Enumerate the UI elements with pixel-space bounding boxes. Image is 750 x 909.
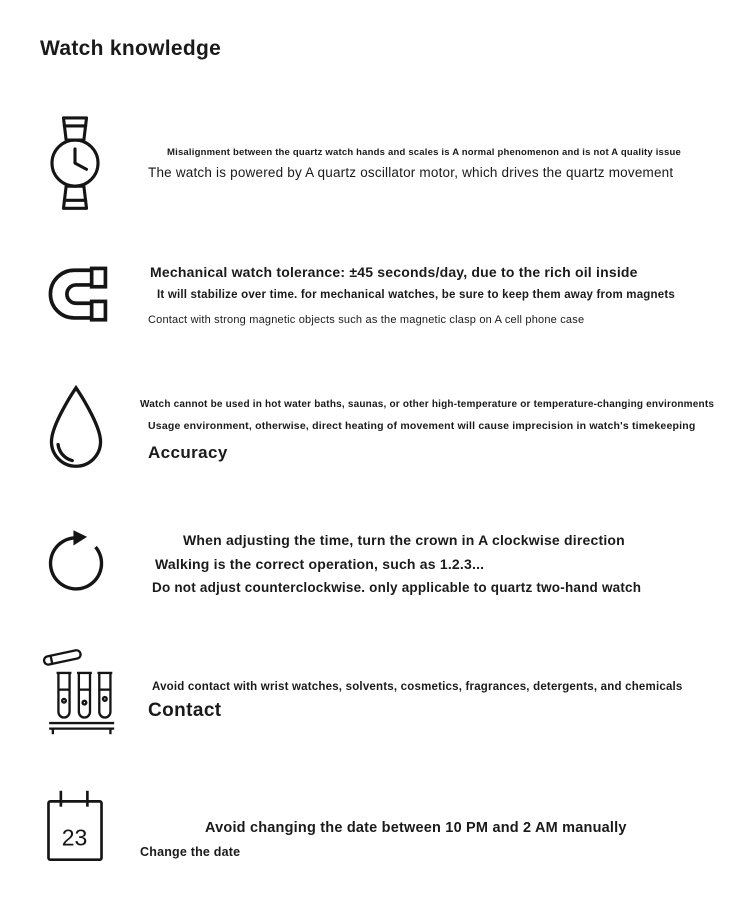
text-line: Walking is the correct operation, such as 1.2.3... — [155, 556, 485, 572]
text-line: Mechanical watch tolerance: ±45 seconds/day, due to the rich oil inside — [150, 264, 638, 280]
clockwise-arrow-icon — [42, 524, 110, 596]
text-line: Do not adjust counterclockwise. only applicable to quartz two-hand watch — [152, 580, 642, 595]
text-line: The watch is powered by A quartz oscillator motor, which drives the quartz movement — [148, 165, 674, 180]
accuracy-heading: Accuracy — [148, 443, 228, 462]
text-line: Avoid changing the date between 10 PM and 2 AM manually — [205, 820, 627, 836]
text-line: Usage environment, otherwise, direct heating of movement will cause imprecision in watch's timekeeping — [148, 420, 696, 432]
text-line: It will stabilize over time. for mechanical watches, be sure to keep them away from magnets — [157, 289, 675, 301]
text-line: Watch cannot be used in hot water baths, saunas, or other high-temperature or temperature-changing environments — [140, 399, 715, 410]
calendar-icon — [44, 789, 106, 865]
watch-icon — [44, 112, 106, 216]
text-line: Avoid contact with wrist watches, solvents, cosmetics, fragrances, detergents, and chemicals — [152, 681, 683, 693]
test-tubes-icon — [38, 645, 116, 738]
text-line: Contact with strong magnetic objects such as the magnetic clasp on A cell phone case — [148, 314, 585, 326]
calendar-day: 23 — [61, 824, 88, 851]
text-line: When adjusting the time, turn the crown in A clockwise direction — [183, 532, 625, 548]
water-drop-icon — [42, 384, 110, 471]
change-date-heading: Change the date — [140, 845, 241, 859]
contact-heading: Contact — [148, 700, 222, 721]
page-title: Watch knowledge — [40, 37, 222, 60]
text-line: Misalignment between the quartz watch hands and scales is A normal phenomenon and is not A quality issue — [167, 147, 682, 158]
magnet-icon — [42, 262, 112, 328]
